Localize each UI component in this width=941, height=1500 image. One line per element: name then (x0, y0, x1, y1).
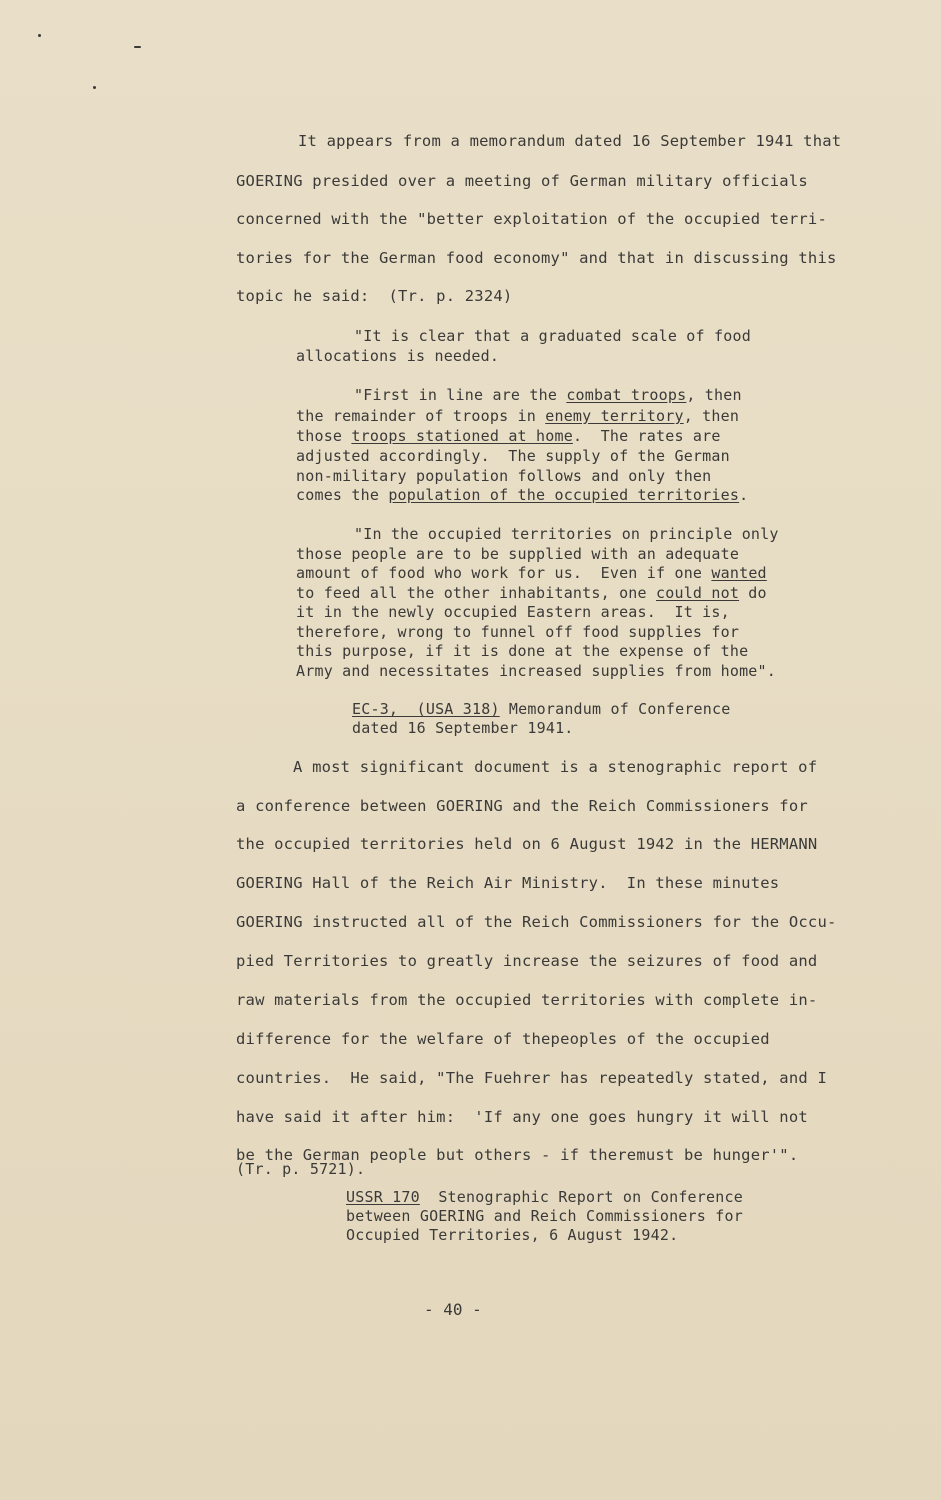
text-line: GOERING instructed all of the Reich Commissioners for the Occu- (236, 913, 837, 931)
exhibit-reference: EC-3, (USA 318) (352, 700, 500, 718)
text-line: pied Territories to greatly increase the seizures of food and (236, 952, 818, 970)
quote-line: Army and necessitates increased supplies from home". (296, 662, 776, 680)
text-line: countries. He said, "The Fuehrer has repeatedly stated, and I (236, 1069, 827, 1087)
quote-line: those troops stationed at home. The rates are (296, 427, 721, 445)
text-line: GOERING Hall of the Reich Air Ministry. In these minutes (236, 874, 780, 892)
exhibit-reference: USSR 170 (346, 1188, 420, 1206)
citation-line: Occupied Territories, 6 August 1942. (346, 1226, 679, 1244)
quote-line: it in the newly occupied Eastern areas. It is, (296, 603, 730, 621)
text-line: A most significant document is a stenographic report of (293, 758, 818, 776)
text-line: (Tr. p. 5721). (236, 1160, 366, 1178)
paper-speck (38, 34, 41, 37)
text-line: be the German people but others - if theremust be hunger'". (236, 1146, 799, 1164)
page-number: - 40 - (424, 1300, 482, 1319)
text-line: a conference between GOERING and the Reich Commissioners for (236, 797, 808, 815)
quote-line: "First in line are the combat troops, then (354, 386, 742, 404)
text-line: It appears from a memorandum dated 16 September 1941 that (298, 132, 842, 150)
quote-line: adjusted accordingly. The supply of the German (296, 447, 730, 465)
quote-line: the remainder of troops in enemy territory, then (296, 407, 740, 425)
quote-line: to feed all the other inhabitants, one could not do (296, 584, 767, 602)
paper-speck (93, 86, 96, 89)
text-line: GOERING presided over a meeting of German military officials (236, 172, 808, 190)
text-line: tories for the German food economy" and that in discussing this (236, 249, 837, 267)
text-line: raw materials from the occupied territories with complete in- (236, 991, 818, 1009)
quote-line: non-military population follows and only then (296, 467, 712, 485)
quote-line: "It is clear that a graduated scale of food (354, 327, 751, 345)
quote-line: this purpose, if it is done at the expense of the (296, 642, 749, 660)
citation-line: USSR 170 Stenographic Report on Conference (346, 1188, 743, 1206)
quote-line: allocations is needed. (296, 347, 500, 365)
quote-line: amount of food who work for us. Even if one wanted (296, 564, 767, 582)
citation-line: between GOERING and Reich Commissioners for (346, 1207, 743, 1225)
paper-speck (134, 46, 141, 48)
quote-line: "In the occupied territories on principle only (354, 525, 779, 543)
quote-line: therefore, wrong to funnel off food supplies for (296, 623, 740, 641)
quote-line: comes the population of the occupied territories. (296, 486, 749, 504)
quote-line: those people are to be supplied with an adequate (296, 545, 740, 563)
text-line: difference for the welfare of thepeoples of the occupied (236, 1030, 770, 1048)
text-line: concerned with the "better exploitation of the occupied terri- (236, 210, 827, 228)
text-line: topic he said: (Tr. p. 2324) (236, 287, 513, 305)
text-line: the occupied territories held on 6 August 1942 in the HERMANN (236, 835, 818, 853)
citation-line: dated 16 September 1941. (352, 719, 574, 737)
text-line: have said it after him: 'If any one goes hungry it will not (236, 1108, 808, 1126)
citation-line: EC-3, (USA 318) Memorandum of Conference (352, 700, 731, 718)
